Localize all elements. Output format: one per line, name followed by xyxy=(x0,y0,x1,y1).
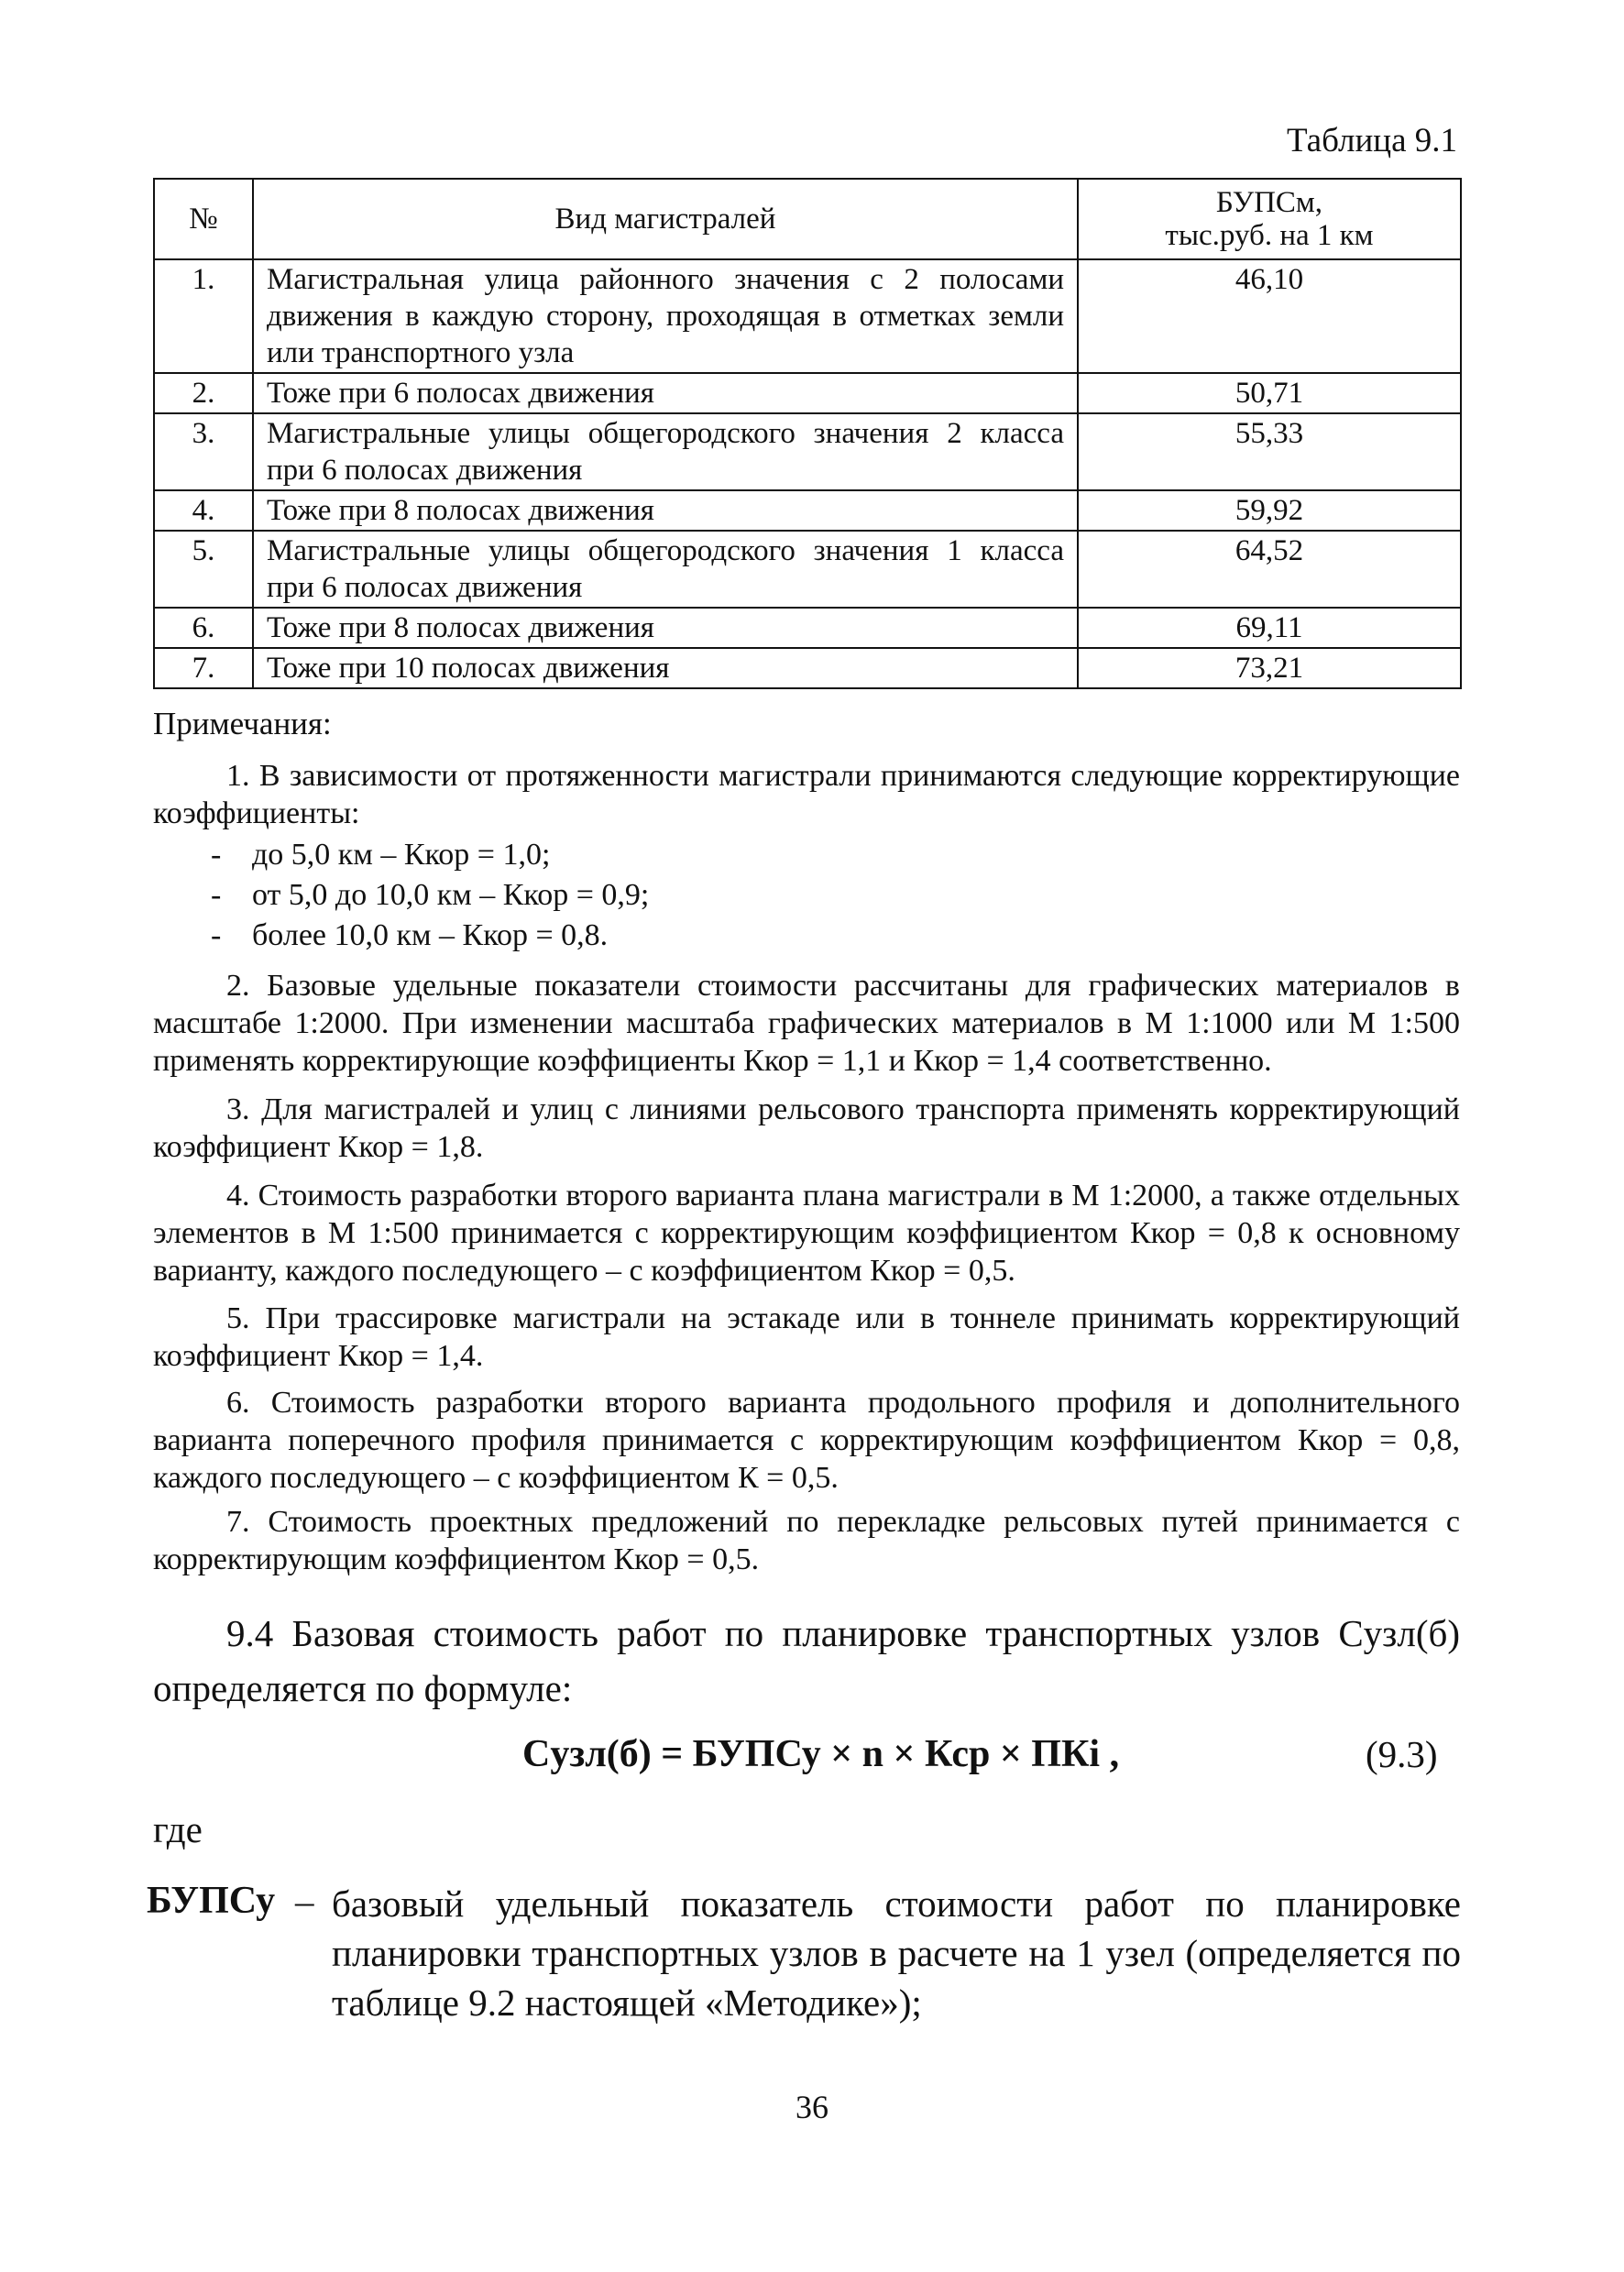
row-name: Магистральная улица районного значения с 2 полосами движения в каждую сторону, проходящая в отметках земли или транспортного узла xyxy=(253,259,1078,373)
cost-table xyxy=(153,178,1462,689)
table-row xyxy=(154,490,1461,531)
note-1-item-text: до 5,0 км – Ккор = 1,0; xyxy=(252,838,551,872)
note-5 xyxy=(153,1300,1460,1375)
dash-icon: - xyxy=(211,918,222,952)
note-1-item xyxy=(211,836,550,873)
dash-icon: - xyxy=(211,878,222,912)
note-2 xyxy=(153,967,1460,1080)
note-1-item xyxy=(211,876,649,914)
note-6-text: 6. Стоимость разработки второго варианта продольного профиля и дополнительного варианта поперечного профиля принимается с корректирующим коэффициентом Ккор = 0,8, каждого последующего – с коэффициентом К = 0,5. xyxy=(153,1386,1460,1495)
row-number: 6. xyxy=(154,608,253,648)
section-9-4: 9.4 Базовая стоимость работ по планировке транспортных узлов Cузл(б) определяется по формуле: xyxy=(153,1612,1460,1709)
note-1-item-text: от 5,0 до 10,0 км – Ккор = 0,9; xyxy=(252,878,650,912)
note-5-text: 5. При трассировке магистрали на эстакаде или в тоннеле принимать корректирующий коэффициент Ккор = 1,4. xyxy=(153,1301,1460,1373)
note-4 xyxy=(153,1177,1460,1290)
row-value: 64,52 xyxy=(1078,531,1461,608)
table-header-row xyxy=(154,179,1461,259)
note-4-text: 4. Стоимость разработки второго варианта плана магистрали в М 1:2000, а также отдельных элементов в М 1:500 принимается с корректирующим коэффициентом Ккор = 0,8 к основному варианту, каждого последующего – с коэффициентом Ккор = 0,5. xyxy=(153,1179,1460,1288)
row-number: 2. xyxy=(154,373,253,413)
table-row xyxy=(154,648,1461,688)
note-3 xyxy=(153,1091,1460,1166)
note-3-text: 3. Для магистралей и улиц с линиями рельсового транспорта применять корректирующий коэффициент Ккор = 1,8. xyxy=(153,1092,1460,1164)
row-number: 3. xyxy=(154,413,253,490)
row-value: 46,10 xyxy=(1078,259,1461,373)
note-7-text: 7. Стоимость проектных предложений по перекладке рельсовых путей принимается с корректирующим коэффициентом Ккор = 0,5. xyxy=(153,1505,1460,1576)
dash-icon: - xyxy=(211,838,222,872)
row-value: 73,21 xyxy=(1078,648,1461,688)
row-name: Тоже при 8 полосах движения xyxy=(253,490,1078,531)
header-cost-line2: тыс.руб. на 1 км xyxy=(1165,219,1374,252)
header-cost-line1: БУПСм, xyxy=(1215,186,1323,219)
row-number: 1. xyxy=(154,259,253,373)
note-7 xyxy=(153,1503,1460,1578)
note-1-text: 1. В зависимости от протяженности магистрали принимаются следующие корректирующие коэффициенты: xyxy=(153,759,1460,830)
row-name: Тоже при 8 полосах движения xyxy=(253,608,1078,648)
table-row xyxy=(154,259,1461,373)
page-number: 36 xyxy=(796,2089,828,2125)
header-cost xyxy=(1078,179,1461,259)
row-number: 4. xyxy=(154,490,253,531)
note-1-item xyxy=(211,916,608,954)
where-label: где xyxy=(153,1808,203,1850)
row-name: Тоже при 6 полосах движения xyxy=(253,373,1078,413)
note-2-text: 2. Базовые удельные показатели стоимости рассчитаны для графических материалов в масштабе 1:2000. При изменении масштаба графических материалов в М 1:1000 или М 1:500 применять корректирующие коэффициенты Ккор = 1,1 и Ккор = 1,4 соответственно. xyxy=(153,969,1460,1078)
row-number: 5. xyxy=(154,531,253,608)
row-number: 7. xyxy=(154,648,253,688)
row-name: Магистральные улицы общегородского значения 1 класса при 6 полосах движения xyxy=(253,531,1078,608)
note-6 xyxy=(153,1384,1460,1497)
header-type: Вид магистралей xyxy=(253,179,1078,259)
term-definition: базовый удельный показатель стоимости работ по планировке планировки транспортных узлов в расчете на 1 узел (определяется по таблице 9.2 настоящей «Методике»); xyxy=(332,1882,1461,2024)
term-name: БУПСу xyxy=(147,1880,276,1922)
table-row xyxy=(154,608,1461,648)
formula-number: (9.3) xyxy=(1366,1733,1438,1775)
row-value: 55,33 xyxy=(1078,413,1461,490)
row-value: 59,92 xyxy=(1078,490,1461,531)
notes-title: Примечания: xyxy=(153,706,332,741)
row-name: Тоже при 10 полосах движения xyxy=(253,648,1078,688)
table-row xyxy=(154,373,1461,413)
note-1-item-text: более 10,0 км – Ккор = 0,8. xyxy=(252,918,609,952)
row-value: 69,11 xyxy=(1078,608,1461,648)
table-caption: Таблица 9.1 xyxy=(1287,122,1457,159)
note-1 xyxy=(153,757,1460,832)
header-number: № xyxy=(154,179,253,259)
row-name: Магистральные улицы общегородского значения 2 класса при 6 полосах движения xyxy=(253,413,1078,490)
term-dash: – xyxy=(295,1880,314,1922)
table-row xyxy=(154,413,1461,490)
formula: Cузл(б) = БУПСу × n × Кср × ПКi , xyxy=(522,1733,1120,1775)
table-row xyxy=(154,531,1461,608)
row-value: 50,71 xyxy=(1078,373,1461,413)
